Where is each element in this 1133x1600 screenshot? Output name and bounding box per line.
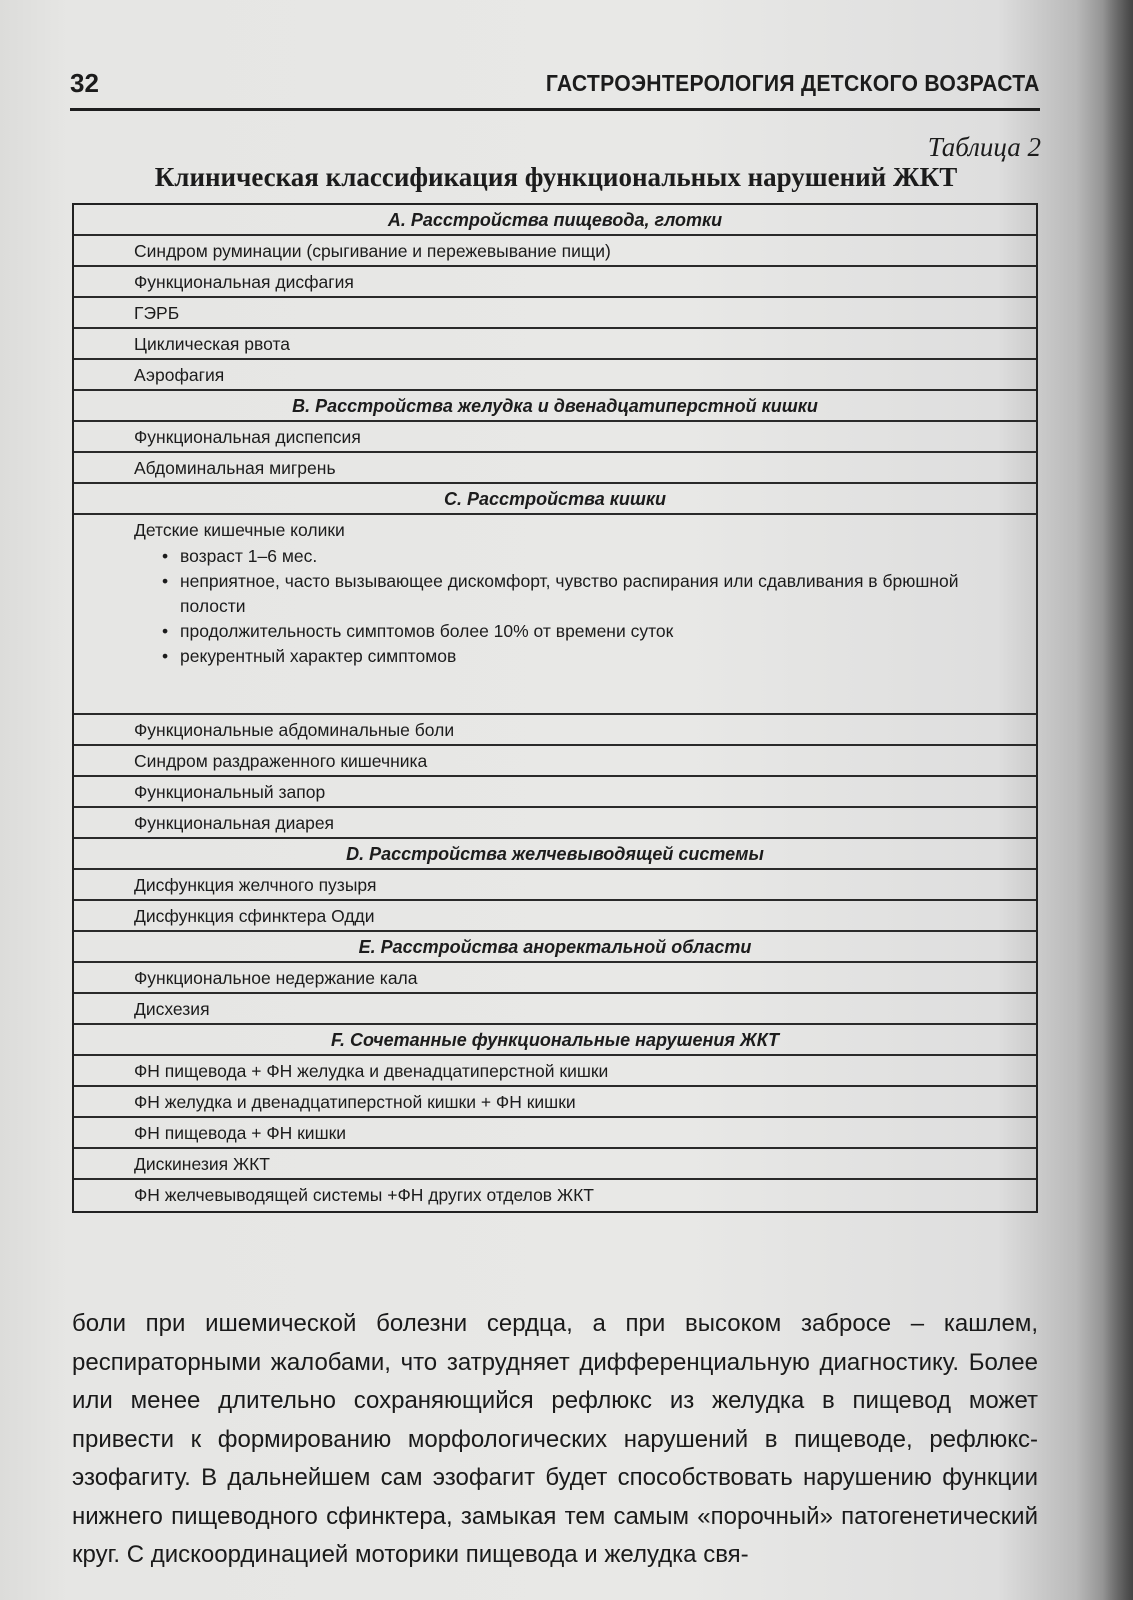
classification-table [72,203,1038,1213]
table-row: Функциональная дисфагия [74,267,1036,298]
table-row: Функциональные абдоминальные боли [74,715,1036,746]
section-heading-d: D. Расстройства желчевыводящей системы [74,839,1036,870]
colic-criterion: • рекурентный характер симптомов [180,644,1036,669]
colic-criterion: • неприятное, часто вызывающее дискомфорт, чувство распирания или сдавливания в брюшной полости [180,569,1036,619]
table-row: ФН пищевода + ФН желудка и двенадцатиперстной кишки [74,1056,1036,1087]
colic-criteria-list [134,544,1036,669]
table-row: Функциональная диарея [74,808,1036,839]
page-edge-shadow [1103,0,1133,1600]
table-row: Абдоминальная мигрень [74,453,1036,484]
table-row: Дисфункция сфинктера Одди [74,901,1036,932]
section-heading-c: C. Расстройства кишки [74,484,1036,515]
colic-row [74,515,1036,715]
body-paragraph [72,1305,1038,1575]
page-number: 32 [70,68,99,98]
table-row: Синдром раздраженного кишечника [74,746,1036,777]
section-heading-a: A. Расстройства пищевода, глотки [74,205,1036,236]
table-row: Дисхезия [74,994,1036,1025]
table-row: Циклическая рвота [74,329,1036,360]
section-heading-e: E. Расстройства аноректальной области [74,932,1036,963]
section-heading-f: F. Сочетанные функциональные нарушения ЖКТ [74,1025,1036,1056]
table-title: Клиническая классификация функциональных нарушений ЖКТ [154,162,958,192]
table-row: ФН желудка и двенадцатиперстной кишки + ФН кишки [74,1087,1036,1118]
colic-title: Детские кишечные колики [134,520,345,540]
table-row: ФН желчевыводящей системы +ФН других отделов ЖКТ [134,1185,594,1205]
colic-criterion: • продолжительность симптомов более 10% от времени суток [180,619,1036,644]
table-row: Синдром руминации (срыгивание и пережевывание пищи) [74,236,1036,267]
table-row: Функциональная диспепсия [74,422,1036,453]
table-row: Дискинезия ЖКТ [74,1149,1036,1180]
table-row: Функциональное недержание кала [74,963,1036,994]
colic-criterion: • возраст 1–6 мес. [180,544,1036,569]
section-heading-b: B. Расстройства желудка и двенадцатиперстной кишки [74,391,1036,422]
body-paragraph-text: боли при ишемической болезни сердца, а при высоком забросе – кашлем, респираторными жалобами, что затрудняет дифференциальную диагностику. Более или менее длительно сохраняющийся рефлюкс из желудка в пищевод может привести к формированию морфологических нарушений в пищеводе, рефлюкс-эзофагиту. В дальнейшем сам эзофагит будет способствовать нарушению функции нижнего пищеводного сфинктера, замыкая тем самым «порочный» патогенетический круг. С дискоординацией моторики пищевода и желудка свя- [72,1310,1038,1568]
table-row: ФН пищевода + ФН кишки [74,1118,1036,1149]
table-row: ГЭРБ [74,298,1036,329]
table-row: Аэрофагия [74,360,1036,391]
table-number: Таблица 2 [927,132,1041,162]
page-header [70,64,1040,111]
running-title: ГАСТРОЭНТЕРОЛОГИЯ ДЕТСКОГО ВОЗРАСТА [546,70,1040,96]
table-row: Функциональный запор [74,777,1036,808]
table-row: Дисфункция желчного пузыря [74,870,1036,901]
